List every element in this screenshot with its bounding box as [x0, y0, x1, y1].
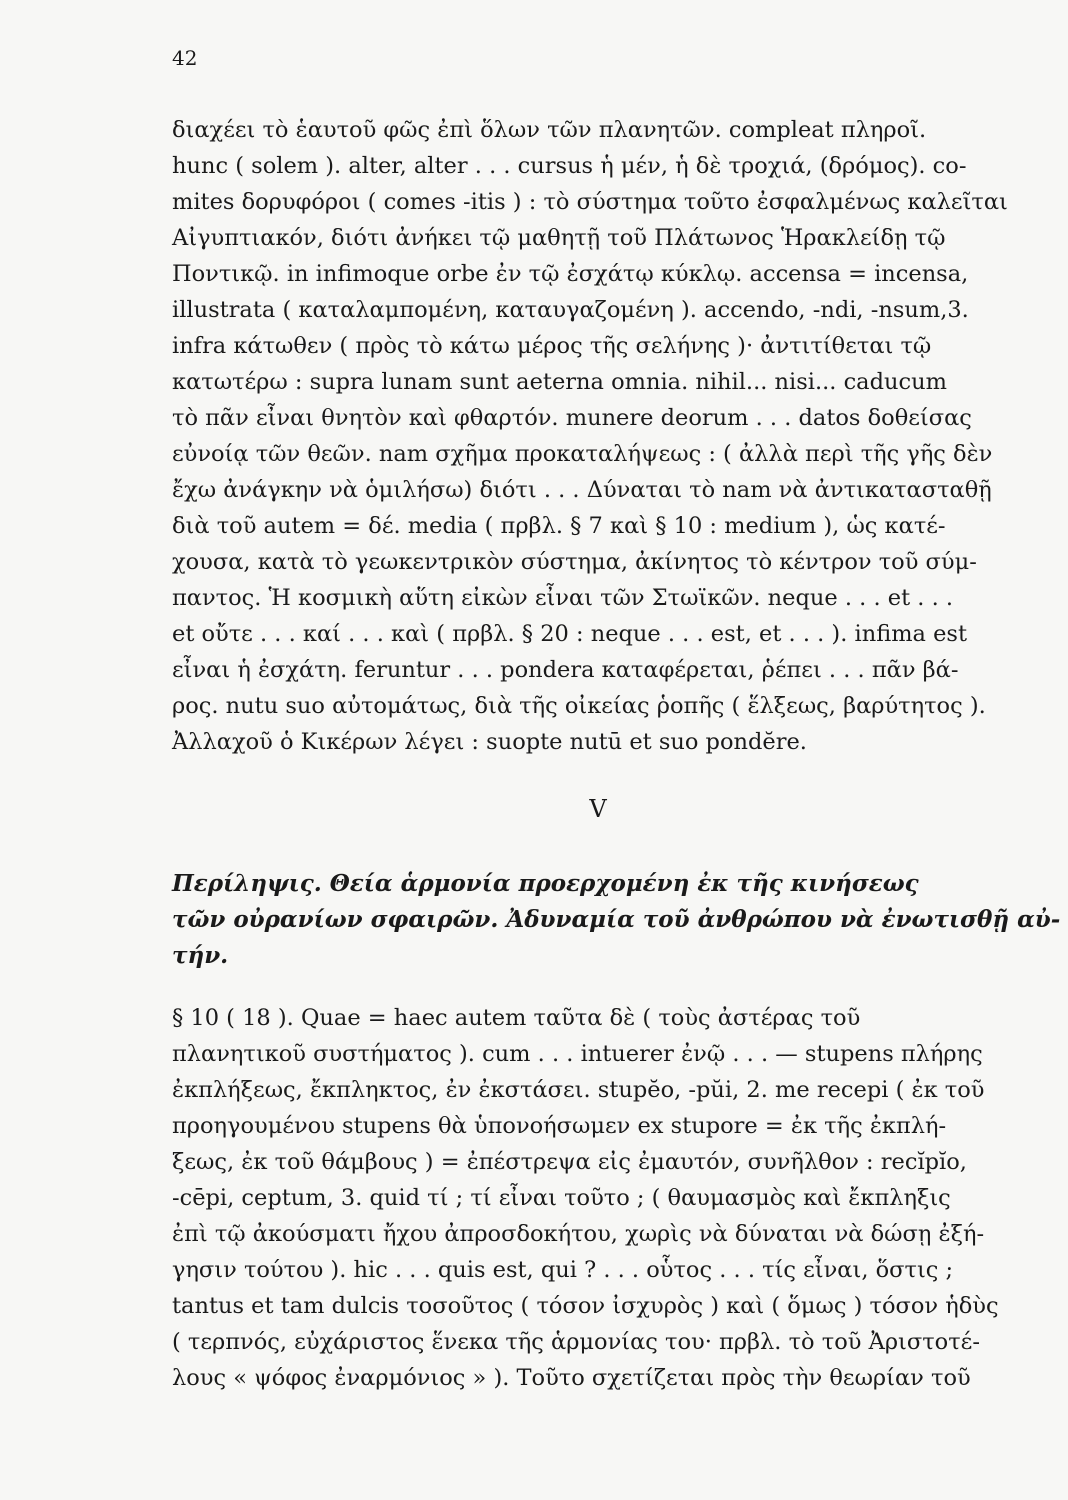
text-line: ρος. nutu suo αὐτομάτως, διὰ τῆς οἰκείας ῥοπῆς ( ἕλξεως, βαρύτητος ).	[172, 693, 986, 719]
text-line: Ποντικῷ. in infimoque orbe ἐν τῷ ἐσχάτῳ κύκλῳ. accensa = incensa,	[172, 261, 969, 287]
text-line: -cēpi, ceptum, 3. quid τί ; τί εἶναι τοῦτο ; ( θαυμασμὸς καὶ ἔκπληξις	[172, 1185, 951, 1211]
text-line: ἔχω ἀνάγκην νὰ ὁμιλήσω) διότι . . . Δύναται τὸ nam νὰ ἀντικατασταθῇ	[172, 477, 992, 503]
text-line: ξεως, ἐκ τοῦ θάμβους ) = ἐπέστρεψα εἰς ἐμαυτόν, συνῆλθον : recĭpĭo,	[172, 1149, 967, 1175]
text-line: παντος. Ἡ κοσμικὴ αὕτη εἰκὼν εἶναι τῶν Στωϊκῶν. neque . . . et . . .	[172, 585, 954, 611]
text-line: hunc ( solem ). alter, alter . . . cursus ἡ μέν, ἡ δὲ τροχιά, (δρόμος). co-	[172, 153, 967, 179]
text-line: Ἀλλαχοῦ ὁ Κικέρων λέγει : suopte nutū et suo pondĕre.	[172, 729, 807, 755]
text-line: πλανητικοῦ συστήματος ). cum . . . intuerer ἐνῷ . . . — stupens πλήρης	[172, 1041, 983, 1067]
text-line: mites δορυφόροι ( comes -itis ) : τὸ σύστημα τοῦτο ἐσφαλμένως καλεῖται	[172, 189, 1008, 215]
page-number: 42	[172, 46, 198, 70]
text-line: εἶναι ἡ ἐσχάτη. feruntur . . . pondera καταφέρεται, ῥέπει . . . πᾶν βά-	[172, 657, 959, 683]
text-line: § 10 ( 18 ). Quae = haec autem ταῦτα δὲ ( τοὺς ἀστέρας τοῦ	[172, 1005, 861, 1031]
text-line: Αἰγυπτιακόν, διότι ἀνήκει τῷ μαθητῇ τοῦ Πλάτωνος Ἡρακλείδῃ τῷ	[172, 225, 946, 251]
text-line: ( τερπνός, εὐχάριστος ἕνεκα τῆς ἁρμονίας του· πρβλ. τὸ τοῦ Ἀριστοτέ-	[172, 1329, 980, 1355]
section-summary	[172, 866, 1061, 974]
text-line: tantus et tam dulcis τοσοῦτος ( τόσον ἰσχυρὸς ) καὶ ( ὅμως ) τόσον ἡδὺς	[172, 1293, 999, 1319]
text-line: et οὔτε . . . καί . . . καὶ ( πρβλ. § 20 : neque . . . est, et . . . ). infima est	[172, 621, 968, 647]
text-line: εὐνοίᾳ τῶν θεῶν. nam σχῆμα προκαταλήψεως : ( ἀλλὰ περὶ τῆς γῆς δὲν	[172, 441, 993, 467]
text-line: διαχέει τὸ ἑαυτοῦ φῶς ἐπὶ ὅλων τῶν πλανητῶν. compleat πληροῖ.	[172, 117, 927, 143]
text-line: infra κάτωθεν ( πρὸς τὸ κάτω μέρος τῆς σελήνης )· ἀντιτίθεται τῷ	[172, 333, 932, 359]
text-line: ἐπὶ τῷ ἀκούσματι ἤχου ἀπροσδοκήτου, χωρὶς νὰ δύναται νὰ δώσῃ ἐξή-	[172, 1221, 985, 1247]
text-line: κατωτέρω : supra lunam sunt aeterna omnia. nihil... nisi... caducum	[172, 369, 947, 395]
text-line: ἐκπλήξεως, ἔκπληκτος, ἐν ἐκστάσει. stupĕo, -pŭi, 2. me recepi ( ἐκ τοῦ	[172, 1077, 985, 1103]
section-numeral: V	[589, 795, 607, 823]
text-line: προηγουμένου stupens θὰ ὑπονοήσωμεν ex stupore = ἐκ τῆς ἐκπλή-	[172, 1113, 947, 1139]
text-line: διὰ τοῦ autem = δέ. media ( πρβλ. § 7 καὶ § 10 : medium ), ὡς κατέ-	[172, 513, 946, 539]
summary-line: τῶν οὐρανίων σφαιρῶν. Ἀδυναμία τοῦ ἀνθρώπου νὰ ἐνωτισθῇ αὐ-	[172, 906, 1061, 933]
commentary-bottom	[172, 1000, 1024, 1396]
summary-line: Περίληψις. Θεία ἁρμονία προερχομένη ἐκ τῆς κινήσεως	[172, 870, 919, 897]
text-line: τὸ πᾶν εἶναι θνητὸν καὶ φθαρτόν. munere deorum . . . datos δοθείσας	[172, 405, 972, 431]
summary-line: τήν.	[172, 942, 229, 969]
text-line: γησιν τούτου ). hic . . . quis est, qui ? . . . οὗτος . . . τίς εἶναι, ὅστις ;	[172, 1257, 954, 1283]
text-line: λους « ψόφος ἐναρμόνιος » ). Τοῦτο σχετίζεται πρὸς τὴν θεωρίαν τοῦ	[172, 1365, 971, 1391]
text-line: χουσα, κατὰ τὸ γεωκεντρικὸν σύστημα, ἀκίνητος τὸ κέντρον τοῦ σύμ-	[172, 549, 977, 575]
text-line: illustrata ( καταλαμπομένη, καταυγαζομένη ). accendo, -ndi, -nsum,3.	[172, 297, 969, 323]
commentary-top	[172, 112, 1024, 760]
